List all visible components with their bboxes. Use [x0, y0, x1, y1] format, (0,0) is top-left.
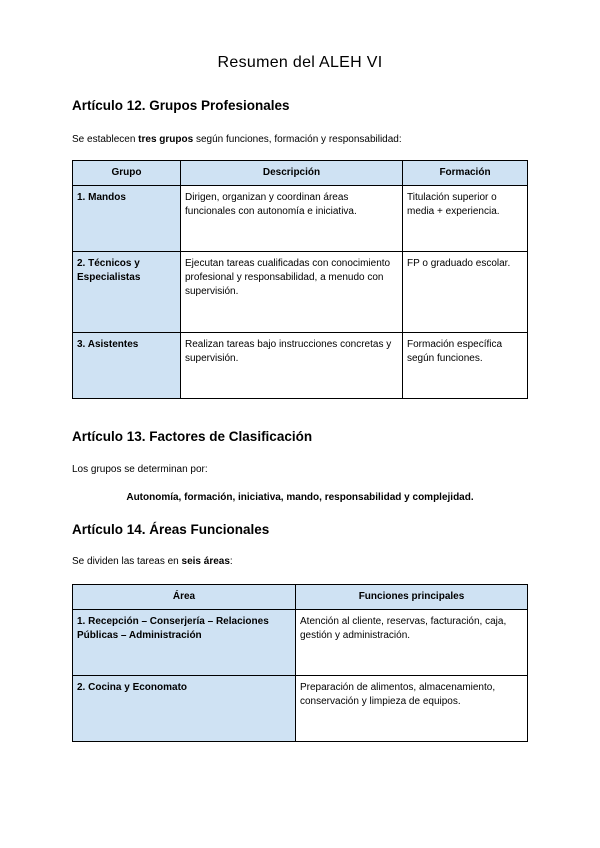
groups-cell-group: 2. Técnicos y Especialistas	[73, 252, 181, 333]
groups-cell-description: Realizan tareas bajo instrucciones concretas y supervisión.	[181, 333, 403, 399]
groups-table-header-row	[73, 161, 528, 186]
areas-header-functions: Funciones principales	[296, 585, 528, 610]
article-12-intro-bold: tres grupos	[138, 134, 194, 145]
groups-cell-group: 3. Asistentes	[73, 333, 181, 399]
document-title: Resumen del ALEH VI	[217, 54, 383, 71]
areas-cell-area: 1. Recepción – Conserjería – Relaciones Públicas – Administración	[73, 610, 296, 676]
table-row	[73, 186, 528, 252]
article-12-intro-pre: Se establecen	[72, 134, 139, 145]
groups-header-formacion: Formación	[403, 161, 528, 186]
groups-cell-training: Titulación superior o media + experiencia.	[403, 186, 528, 252]
groups-cell-group: 1. Mandos	[73, 186, 181, 252]
article-12-intro-post: según funciones, formación y responsabilidad:	[193, 134, 402, 145]
areas-cell-functions: Preparación de alimentos, almacenamiento, conservación y limpieza de equipos.	[296, 676, 528, 742]
article-13-heading: Artículo 13. Factores de Clasificación	[72, 429, 313, 444]
classification-factors: Autonomía, formación, iniciativa, mando, responsabilidad y complejidad.	[126, 492, 474, 503]
groups-cell-training: Formación específica según funciones.	[403, 333, 528, 399]
groups-cell-description: Dirigen, organizan y coordinan áreas funcionales con autonomía e iniciativa.	[181, 186, 403, 252]
table-row	[73, 333, 528, 399]
table-row	[73, 610, 528, 676]
table-row	[73, 676, 528, 742]
article-14-intro-bold: seis áreas	[181, 556, 230, 567]
article-14-intro-pre: Se dividen las tareas en	[72, 556, 182, 567]
article-14-heading: Artículo 14. Áreas Funcionales	[72, 522, 270, 537]
areas-header-area: Área	[73, 585, 296, 610]
article-12-heading: Artículo 12. Grupos Profesionales	[72, 98, 290, 113]
areas-table-header-row	[73, 585, 528, 610]
areas-table	[72, 584, 528, 742]
article-12-intro	[72, 134, 402, 145]
article-14-intro	[72, 556, 233, 567]
article-14-intro-post: :	[229, 556, 233, 567]
groups-cell-training: FP o graduado escolar.	[403, 252, 528, 333]
groups-header-descripcion: Descripción	[181, 161, 403, 186]
article-13-intro: Los grupos se determinan por:	[72, 464, 208, 475]
areas-cell-area: 2. Cocina y Economato	[73, 676, 296, 742]
table-row	[73, 252, 528, 333]
groups-table	[72, 160, 528, 399]
groups-header-grupo: Grupo	[73, 161, 181, 186]
areas-cell-functions: Atención al cliente, reservas, facturación, caja, gestión y administración.	[296, 610, 528, 676]
groups-cell-description: Ejecutan tareas cualificadas con conocimiento profesional y responsabilidad, a menudo con supervisión.	[181, 252, 403, 333]
